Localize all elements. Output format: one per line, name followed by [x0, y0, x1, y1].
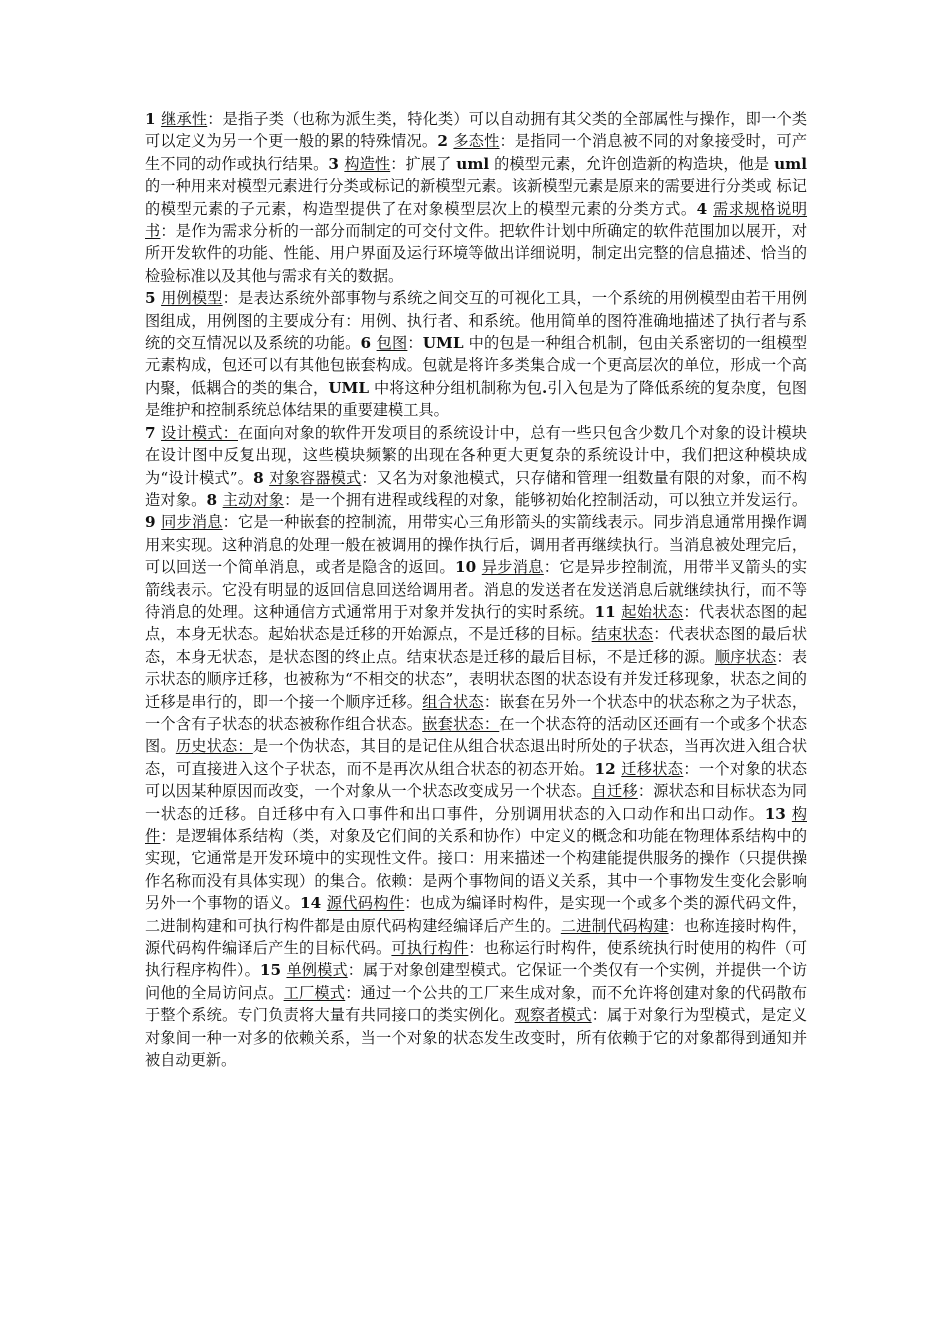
paragraph-2: [145, 287, 807, 421]
body-text: ：通过一个公共的工厂来生成对象，而不允许将创建对象的代码散布于整个系统。专门负责将大量有共同接口的类实例化。: [145, 983, 808, 1025]
bold-text: 12: [594, 759, 622, 778]
bold-text: 7: [145, 423, 162, 442]
bold-text: 11: [594, 602, 622, 621]
body-text: 中的包是一种组合机制，包由关系密切的一组模型元素构成，包还可以有其他包嵌套构成。包就是将许多类集合成一个更高层次的单位，形成一个高内聚，低耦合的类的集合，: [145, 334, 808, 397]
bold-text: 10: [455, 558, 482, 577]
body-text: ：它是异步控制流，用带半叉箭头的实箭线表示。它没有明显的返回信息回送给调用者。消息的发送者在发送消息后就继续执行，而不等待消息的处理。这种通信方式通常用于对象并发执行的实时系统。: [145, 558, 808, 621]
bold-text: 15: [259, 961, 287, 980]
bold-text: 9: [145, 513, 162, 532]
bold-text: 6: [360, 334, 377, 353]
bold-text: 5: [145, 289, 162, 308]
body-text: 在一个状态符的活动区还画有一个或多个状态图。: [145, 714, 808, 756]
bold-text: 3: [328, 154, 345, 173]
body-text: 引入包是为了降低系统的复杂度，包图是维护和控制系统总体结果的重要建模工具。: [145, 378, 808, 420]
body-text: ：代表状态图的最后状态，本身无状态，是状态图的终止点。结束状态是迁移的最后目标，不是迁移的源。: [145, 625, 808, 666]
body-text: ：属于对象创建型模式。它保证一个类仅有一个实例，并提供一个访问他的全局访问点。: [145, 961, 808, 1002]
term-heading: 需求规格说明书: [145, 199, 808, 241]
body-text: ：属于对象行为型模式，是定义对象间一种一对多的依赖关系，当一个对象的状态发生改变时，所有依赖于它的对象都得到通知并被自动更新。: [145, 1006, 808, 1070]
body-text: ：也称连接时构件，源代码构件编译后产生的目标代码。: [145, 916, 808, 958]
bold-text: uml: [456, 154, 490, 173]
body-text: ：代表状态图的起点，本身无状态。起始状态是迁移的开始源点，不是迁移的目标。: [145, 602, 808, 644]
body-text: ：是指同一个消息被不同的对象接受时，可产生不同的动作或执行结果。: [145, 132, 808, 173]
bold-text: 8: [206, 490, 223, 509]
body-text: ：它是一种嵌套的控制流，用带实心三角形箭头的实箭线表示。同步消息通常用操作调用来实现。这种消息的处理一般在被调用的操作执行后，调用者再继续执行。当消息被处理完后，可以回送一个简单消息，或者是隐含的返回。: [145, 513, 808, 577]
term-heading: 二进制代码构建: [560, 916, 669, 935]
term-heading: 结束状态: [591, 625, 654, 644]
body-text: ：是表达系统外部事物与系统之间交互的可视化工具，一个系统的用例模型由若干用例图组成，用例图的主要成分有：用例、执行者、和系统。他用简单的图符准确地描述了执行者与系统的交互情况以及系统的功能。: [145, 289, 808, 353]
term-heading: 观察者模式: [514, 1006, 592, 1025]
term-heading: 可执行构件: [391, 939, 469, 958]
term-heading: 设计模式：: [161, 423, 238, 442]
body-text: ：: [407, 334, 423, 353]
term-heading: 顺序状态: [714, 647, 777, 666]
bold-text: 14: [300, 894, 327, 913]
paragraph-1: [145, 108, 807, 287]
body-text: 是一个伪状态，其目的是记住从组合状态退出时所处的子状态，当再次进入组合状态，可直接进入这个子状态，而不是再次从组合状态的初态开始。: [145, 737, 808, 778]
bold-text: 2: [437, 132, 454, 151]
term-heading: 单例模式: [286, 961, 348, 980]
term-heading: 异步消息: [481, 558, 544, 577]
body-text: ：扩展了: [390, 154, 457, 173]
bold-text: 1: [145, 110, 162, 128]
body-text: ：也成为编译时构件，是实现一个或多个类的源代码文件，二进制构建和可执行构件都是由原代码构建经编译后产生的。: [145, 894, 808, 935]
term-heading: 嵌套状态：: [422, 714, 500, 733]
term-heading: 历史状态：: [175, 737, 253, 756]
body-text: ：是作为需求分析的一部分而制定的可交付文件。把软件计划中所确定的软件范围加以展开，对所开发软件的功能、性能、用户界面及运行环境等做出详细说明，制定出完整的信息描述、恰当的检验标准以及其他与需求有关的数据。: [145, 222, 808, 285]
term-heading: 多态性: [453, 132, 500, 151]
body-text: ：一个对象的状态可以因某种原因而改变，一个对象从一个状态改变成另一个状态。: [145, 759, 808, 801]
bold-text: .: [542, 378, 548, 397]
term-heading: 用例模型: [161, 289, 223, 308]
term-heading: 源代码构件: [326, 894, 405, 913]
term-heading: 对象容器模式: [269, 468, 362, 487]
term-heading: 继承性: [161, 110, 208, 128]
term-heading: 包图: [376, 334, 408, 353]
body-text: ：表示状态的顺序迁移，也被称为“不相交的状态”，表明状态图的状态设有并发迁移现象，状态之间的迁移是串行的，即一个接一个顺序迁移。: [145, 647, 808, 711]
body-text: ：是逻辑体系结构（类，对象及它们间的关系和协作）中定义的概念和功能在物理体系结构中的实现，它通常是开发环境中的实现性文件。接口：用来描述一个构建能提供服务的操作（只提供操作名称而没有具体实现）的集合。依赖：是两个事物间的语义关系，其中一个事物发生变化会影响另外一个事物的语义。: [145, 827, 808, 913]
term-heading: 构造性: [344, 154, 391, 173]
body-text: ：是指子类（也称为派生类，特化类）可以自动拥有其父类的全部属性与操作，即一个类可以定义为另一个更一般的累的特殊情况。: [145, 110, 808, 151]
bold-text: UML: [422, 334, 464, 353]
body-text: ：嵌套在另外一个状态中的状态称之为子状态，一个含有子状态的状态被称作组合状态。: [145, 692, 808, 733]
bold-text: UML: [328, 378, 370, 397]
document-body: [145, 108, 807, 1071]
term-heading: 组合状态: [422, 692, 484, 711]
bold-text: 4: [696, 199, 714, 218]
bold-text: uml: [774, 154, 808, 173]
bold-text: 13: [764, 804, 792, 823]
body-text: 中将这种分组机制称为包: [369, 378, 543, 397]
body-text: 的模型元素，允许创造新的构造块，他是: [489, 154, 775, 173]
term-heading: 工厂模式: [283, 983, 346, 1002]
term-heading: 主动对象: [222, 490, 285, 509]
bold-text: 8: [253, 468, 270, 487]
paragraph-3: [145, 422, 807, 1072]
body-text: 的一种用来对模型元素进行分类或标记的新模型元素。该新模型元素是原来的需要进行分类或 标记的模型元素的子元素，构造型提供了在对象模型层次上的模型元素的分类方式。: [145, 177, 807, 218]
body-text: ：也称运行时构件，使系统执行时使用的构件（可执行程序构件）。: [145, 939, 808, 980]
body-text: ：又名为对象池模式，只存储和管理一组数量有限的对象，而不构造对象。: [145, 468, 808, 509]
term-heading: 同步消息: [161, 513, 223, 532]
term-heading: 起始状态: [621, 602, 684, 621]
term-heading: 构件: [145, 804, 807, 845]
body-text: 在面向对象的软件开发项目的系统设计中，总有一些只包含少数几个对象的设计模块在设计图中反复出现，这些模块频繁的出现在各种更大更复杂的系统设计中，我们把这种模块成为“设计模式”。: [145, 423, 808, 487]
term-heading: 自迁移: [591, 782, 638, 801]
body-text: ：源状态和目标状态为同一状态的迁移。自迁移中有入口事件和出口事件，分别调用状态的入口动作和出口动作。: [145, 782, 808, 823]
body-text: ：是一个拥有进程或线程的对象，能够初始化控制活动，可以独立并发运行。: [284, 490, 808, 509]
term-heading: 迁移状态: [621, 759, 684, 778]
